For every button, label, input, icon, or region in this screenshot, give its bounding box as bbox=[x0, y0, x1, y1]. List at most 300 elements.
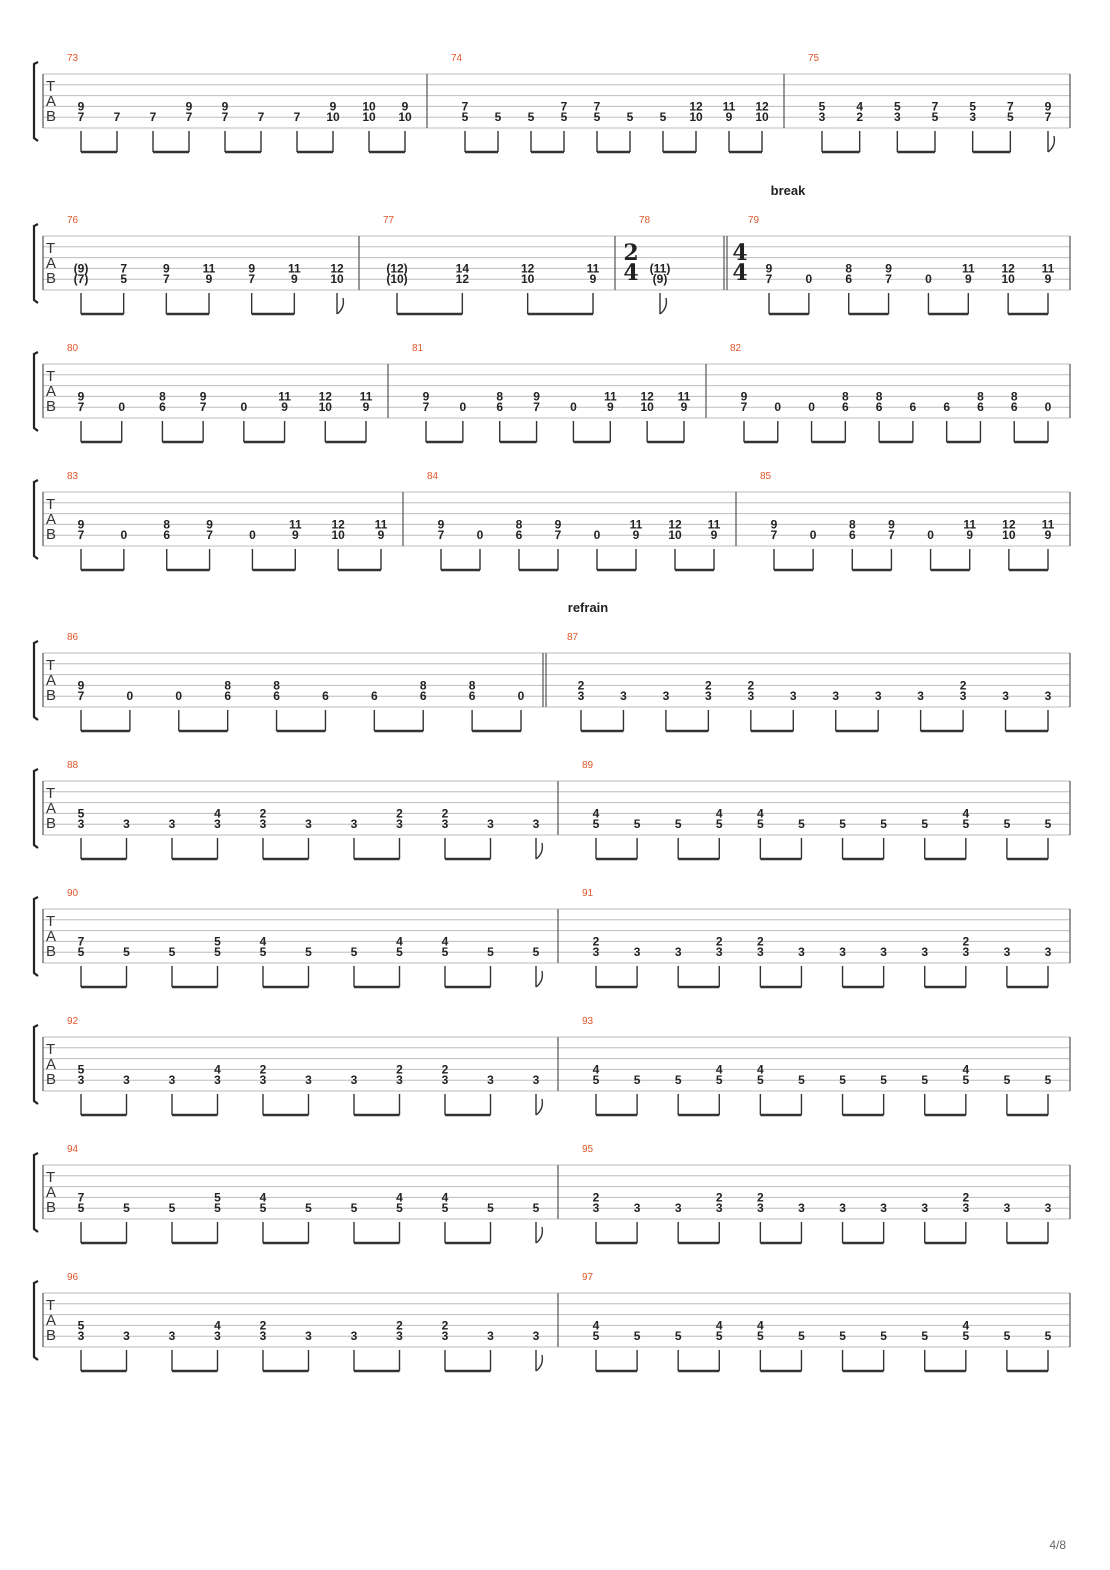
fret-number: 3 bbox=[168, 1073, 176, 1088]
measure-number: 88 bbox=[67, 760, 79, 771]
fret-number: 6 bbox=[159, 400, 166, 415]
fret-number: 5 bbox=[441, 945, 449, 960]
fret-number: 9 bbox=[1044, 528, 1052, 543]
fret-number: 9 bbox=[401, 99, 409, 114]
fret-number: 7 bbox=[740, 400, 748, 415]
fret-number: 5 bbox=[921, 817, 929, 832]
tab-clef-letter: B bbox=[46, 1199, 57, 1216]
fret-number: 7 bbox=[77, 528, 85, 543]
fret-number: 9 bbox=[77, 389, 85, 404]
fret-number: 3 bbox=[757, 945, 764, 960]
fret-number: 3 bbox=[123, 1073, 130, 1088]
tab-clef-letter: B bbox=[46, 1327, 57, 1344]
fret-number: 3 bbox=[532, 1073, 540, 1088]
tab-clef-letter: T bbox=[46, 657, 56, 674]
fret-number: 7 bbox=[593, 99, 601, 114]
fret-number: 9 bbox=[77, 517, 85, 532]
fret-number: 5 bbox=[880, 1329, 887, 1344]
fret-number: (12) bbox=[386, 261, 408, 276]
fret-number: 5 bbox=[674, 1073, 682, 1088]
fret-number: 2 bbox=[757, 1190, 764, 1205]
fret-number: 5 bbox=[757, 817, 764, 832]
fret-number: 4 bbox=[757, 806, 764, 821]
fret-number: 9 bbox=[710, 528, 718, 543]
fret-number: 9 bbox=[437, 517, 445, 532]
fret-number: 3 bbox=[962, 945, 970, 960]
fret-number: 3 bbox=[441, 1329, 449, 1344]
fret-number: 12 bbox=[668, 517, 682, 532]
fret-number: 3 bbox=[487, 817, 494, 832]
fret-number: 12 bbox=[640, 389, 654, 404]
fret-number: 5 bbox=[839, 817, 846, 832]
fret-number: 3 bbox=[921, 945, 929, 960]
fret-number: 4 bbox=[962, 806, 970, 821]
fret-number: 3 bbox=[832, 689, 840, 704]
fret-number: 8 bbox=[468, 678, 476, 693]
fret-number: 3 bbox=[259, 817, 267, 832]
fret-number: 9 bbox=[680, 400, 688, 415]
fret-number: 3 bbox=[674, 1201, 682, 1216]
fret-number: 5 bbox=[396, 1201, 403, 1216]
fret-number: 9 bbox=[589, 272, 597, 287]
fret-number: 5 bbox=[214, 1201, 221, 1216]
fret-number: 7 bbox=[149, 110, 157, 125]
fret-number: 7 bbox=[77, 934, 85, 949]
fret-number: 8 bbox=[845, 261, 853, 276]
fret-number: 3 bbox=[123, 817, 130, 832]
measure-number: 75 bbox=[808, 53, 820, 64]
fret-number: 7 bbox=[554, 528, 562, 543]
fret-number: 7 bbox=[765, 272, 773, 287]
fret-number: 2 bbox=[259, 806, 267, 821]
fret-number: 3 bbox=[1003, 945, 1011, 960]
fret-number: 3 bbox=[633, 1201, 641, 1216]
tab-clef-letter: A bbox=[46, 511, 57, 528]
fret-number: 2 bbox=[592, 1190, 600, 1205]
fret-number: 3 bbox=[259, 1329, 267, 1344]
fret-number: 2 bbox=[577, 678, 585, 693]
fret-number: 5 bbox=[593, 110, 601, 125]
fret-number: 5 bbox=[168, 1201, 176, 1216]
fret-number: 3 bbox=[532, 1329, 540, 1344]
fret-number: 7 bbox=[770, 528, 778, 543]
fret-number: 6 bbox=[515, 528, 523, 543]
fret-number: 11 bbox=[278, 389, 291, 404]
fret-number: 3 bbox=[532, 817, 540, 832]
fret-number: 5 bbox=[305, 1201, 312, 1216]
fret-number: 12 bbox=[1002, 517, 1016, 532]
tab-clef-letter: A bbox=[46, 800, 57, 817]
fret-number: 3 bbox=[962, 1201, 970, 1216]
fret-number: 3 bbox=[839, 1201, 846, 1216]
system-bracket bbox=[34, 641, 38, 720]
fret-number: 3 bbox=[396, 817, 403, 832]
fret-number: 2 bbox=[441, 1062, 449, 1077]
fret-number: 4 bbox=[715, 806, 723, 821]
fret-number: 10 bbox=[668, 528, 682, 543]
fret-number: 7 bbox=[199, 400, 207, 415]
fret-number: 11 bbox=[963, 517, 977, 532]
fret-number: 8 bbox=[273, 678, 280, 693]
fret-number: (10) bbox=[386, 272, 408, 287]
fret-number: 9 bbox=[554, 517, 562, 532]
fret-number: 7 bbox=[120, 261, 128, 276]
note-flag bbox=[536, 1099, 542, 1115]
fret-number: 6 bbox=[163, 528, 171, 543]
note-flag bbox=[1048, 136, 1054, 152]
fret-number: 9 bbox=[162, 261, 170, 276]
fret-number: 3 bbox=[305, 817, 312, 832]
fret-number: 5 bbox=[123, 945, 130, 960]
fret-number: 5 bbox=[120, 272, 128, 287]
fret-number: 5 bbox=[1003, 1329, 1011, 1344]
fret-number: 6 bbox=[845, 272, 853, 287]
fret-number: 3 bbox=[592, 945, 600, 960]
fret-number: 4 bbox=[715, 1062, 723, 1077]
fret-number: 10 bbox=[318, 400, 332, 415]
fret-number: 5 bbox=[527, 110, 535, 125]
measure-number: 76 bbox=[67, 215, 79, 226]
fret-number: 5 bbox=[633, 1329, 641, 1344]
fret-number: 10 bbox=[362, 110, 376, 125]
fret-number: 6 bbox=[468, 689, 476, 704]
measure-number: 85 bbox=[760, 471, 772, 482]
fret-number: 7 bbox=[533, 400, 540, 415]
fret-number: 5 bbox=[494, 110, 502, 125]
fret-number: 5 bbox=[350, 1201, 358, 1216]
fret-number: 3 bbox=[259, 1073, 267, 1088]
fret-number: 14 bbox=[455, 261, 470, 276]
measure-number: 91 bbox=[582, 888, 594, 899]
measure-number: 89 bbox=[582, 760, 594, 771]
fret-number: 5 bbox=[461, 110, 469, 125]
tab-clef-letter: A bbox=[46, 255, 57, 272]
fret-number: 7 bbox=[162, 272, 170, 287]
fret-number: 9 bbox=[185, 99, 193, 114]
fret-number: 5 bbox=[798, 817, 805, 832]
tab-clef-letter: T bbox=[46, 1169, 56, 1186]
fret-number: 9 bbox=[606, 400, 614, 415]
fret-number: 9 bbox=[281, 400, 288, 415]
fret-number: 3 bbox=[1044, 945, 1052, 960]
fret-number: 8 bbox=[163, 517, 171, 532]
fret-number: 4 bbox=[441, 934, 449, 949]
measure-number: 86 bbox=[67, 632, 79, 643]
fret-number: 0 bbox=[120, 528, 128, 543]
fret-number: 3 bbox=[662, 689, 670, 704]
tab-clef-letter: T bbox=[46, 913, 56, 930]
fret-number: 11 bbox=[629, 517, 643, 532]
fret-number: 5 bbox=[626, 110, 634, 125]
fret-number: 9 bbox=[533, 389, 540, 404]
fret-number: 5 bbox=[259, 1201, 267, 1216]
fret-number: 6 bbox=[943, 400, 951, 415]
time-signature-denominator: 4 bbox=[732, 260, 748, 286]
fret-number: 5 bbox=[798, 1329, 805, 1344]
fret-number: 3 bbox=[969, 110, 977, 125]
measure-number: 92 bbox=[67, 1016, 79, 1027]
fret-number: 5 bbox=[560, 110, 568, 125]
measure-number: 80 bbox=[67, 343, 79, 354]
tab-clef-letter: A bbox=[46, 672, 57, 689]
fret-number: 5 bbox=[168, 945, 176, 960]
note-flag bbox=[536, 1355, 542, 1371]
tab-clef-letter: T bbox=[46, 1041, 56, 1058]
fret-number: 3 bbox=[757, 1201, 764, 1216]
fret-number: 11 bbox=[677, 389, 691, 404]
measure-number: 82 bbox=[730, 343, 742, 354]
fret-number: 0 bbox=[249, 528, 256, 543]
tab-clef-letter: B bbox=[46, 526, 57, 543]
fret-number: 9 bbox=[377, 528, 385, 543]
fret-number: 5 bbox=[893, 99, 901, 114]
system-bracket bbox=[34, 62, 38, 141]
note-flag bbox=[536, 843, 542, 859]
fret-number: 3 bbox=[1044, 1201, 1052, 1216]
note-flag bbox=[536, 971, 542, 987]
fret-number: 3 bbox=[305, 1329, 312, 1344]
fret-number: 8 bbox=[977, 389, 984, 404]
measure-number: 93 bbox=[582, 1016, 594, 1027]
fret-number: 5 bbox=[441, 1201, 449, 1216]
fret-number: 3 bbox=[880, 945, 887, 960]
tab-clef-letter: B bbox=[46, 687, 57, 704]
fret-number: 2 bbox=[592, 934, 600, 949]
fret-number: 5 bbox=[1003, 1073, 1011, 1088]
tab-clef-letter: T bbox=[46, 78, 56, 95]
fret-number: 10 bbox=[1001, 272, 1015, 287]
fret-number: 11 bbox=[374, 517, 388, 532]
note-flag bbox=[337, 298, 343, 314]
fret-number: 9 bbox=[290, 272, 298, 287]
fret-number: 3 bbox=[214, 1329, 221, 1344]
fret-number: 7 bbox=[461, 99, 469, 114]
fret-number: 3 bbox=[168, 1329, 176, 1344]
fret-number: 5 bbox=[674, 1329, 682, 1344]
measure-number: 83 bbox=[67, 471, 79, 482]
fret-number: 5 bbox=[77, 945, 85, 960]
fret-number: 3 bbox=[747, 689, 755, 704]
fret-number: 3 bbox=[577, 689, 585, 704]
measure-number: 95 bbox=[582, 1144, 594, 1155]
fret-number: (9) bbox=[73, 261, 89, 276]
fret-number: 5 bbox=[214, 1190, 221, 1205]
fret-number: 11 bbox=[288, 517, 302, 532]
fret-number: 6 bbox=[909, 400, 917, 415]
fret-number: 12 bbox=[318, 389, 332, 404]
fret-number: 9 bbox=[199, 389, 207, 404]
fret-number: 6 bbox=[322, 689, 329, 704]
fret-number: 5 bbox=[592, 817, 600, 832]
tab-clef-letter: T bbox=[46, 1297, 56, 1314]
fret-number: 4 bbox=[757, 1318, 764, 1333]
fret-number: 4 bbox=[757, 1062, 764, 1077]
fret-number: 5 bbox=[350, 945, 358, 960]
fret-number: 7 bbox=[293, 110, 301, 125]
fret-number: 2 bbox=[396, 1318, 403, 1333]
fret-number: 0 bbox=[570, 400, 577, 415]
fret-number: 2 bbox=[715, 1190, 723, 1205]
fret-number: 8 bbox=[224, 678, 232, 693]
fret-number: 10 bbox=[1002, 528, 1016, 543]
fret-number: 7 bbox=[257, 110, 265, 125]
fret-number: 3 bbox=[893, 110, 901, 125]
tab-clef-letter: A bbox=[46, 93, 57, 110]
fret-number: 5 bbox=[839, 1073, 846, 1088]
fret-number: 9 bbox=[205, 272, 213, 287]
system-bracket bbox=[34, 224, 38, 303]
fret-number: 3 bbox=[396, 1329, 403, 1344]
fret-number: 5 bbox=[1006, 110, 1014, 125]
fret-number: 5 bbox=[259, 945, 267, 960]
fret-number: 5 bbox=[931, 110, 939, 125]
system-bracket bbox=[34, 897, 38, 976]
fret-number: 3 bbox=[1044, 689, 1052, 704]
fret-number: 3 bbox=[487, 1329, 494, 1344]
fret-number: 4 bbox=[214, 1062, 221, 1077]
fret-number: 4 bbox=[396, 1190, 403, 1205]
measure-number: 90 bbox=[67, 888, 79, 899]
fret-number: 2 bbox=[396, 1062, 403, 1077]
fret-number: 5 bbox=[123, 1201, 130, 1216]
fret-number: 5 bbox=[487, 1201, 494, 1216]
fret-number: 0 bbox=[175, 689, 183, 704]
measure-number: 94 bbox=[67, 1144, 79, 1155]
fret-number: 5 bbox=[305, 945, 312, 960]
fret-number: 0 bbox=[805, 272, 813, 287]
tab-clef-letter: T bbox=[46, 785, 56, 802]
fret-number: 9 bbox=[362, 400, 370, 415]
fret-number: 4 bbox=[214, 1318, 221, 1333]
fret-number: 8 bbox=[875, 389, 883, 404]
fret-number: 7 bbox=[885, 272, 892, 287]
fret-number: 5 bbox=[715, 817, 723, 832]
fret-number: 7 bbox=[221, 110, 229, 125]
fret-number: 6 bbox=[875, 400, 883, 415]
fret-number: 8 bbox=[496, 389, 504, 404]
fret-number: 7 bbox=[888, 528, 895, 543]
fret-number: 8 bbox=[515, 517, 523, 532]
measure-number: 78 bbox=[639, 215, 651, 226]
fret-number: 10 bbox=[398, 110, 412, 125]
note-flag bbox=[536, 1227, 542, 1243]
fret-number: 0 bbox=[809, 528, 817, 543]
measure-number: 74 bbox=[451, 53, 463, 64]
fret-number: 3 bbox=[705, 689, 712, 704]
fret-number: 0 bbox=[808, 400, 815, 415]
fret-number: 5 bbox=[715, 1329, 723, 1344]
fret-number: 2 bbox=[396, 806, 403, 821]
fret-number: 0 bbox=[517, 689, 525, 704]
fret-number: 3 bbox=[396, 1073, 403, 1088]
fret-number: 12 bbox=[331, 517, 345, 532]
fret-number: 10 bbox=[755, 110, 769, 125]
fret-number: 8 bbox=[419, 678, 427, 693]
fret-number: 6 bbox=[419, 689, 427, 704]
fret-number: 9 bbox=[885, 261, 892, 276]
fret-number: 3 bbox=[921, 1201, 929, 1216]
fret-number: 5 bbox=[487, 945, 494, 960]
measure-number: 77 bbox=[383, 215, 395, 226]
fret-number: 0 bbox=[593, 528, 601, 543]
tab-clef-letter: A bbox=[46, 928, 57, 945]
fret-number: 2 bbox=[441, 806, 449, 821]
fret-number: 3 bbox=[168, 817, 176, 832]
fret-number: 3 bbox=[620, 689, 627, 704]
fret-number: 9 bbox=[1044, 99, 1052, 114]
fret-number: 0 bbox=[126, 689, 134, 704]
fret-number: 2 bbox=[856, 110, 864, 125]
fret-number: 0 bbox=[927, 528, 934, 543]
fret-number: 9 bbox=[1044, 272, 1052, 287]
fret-number: 5 bbox=[674, 817, 682, 832]
fret-number: 2 bbox=[705, 678, 712, 693]
system-bracket bbox=[34, 1025, 38, 1104]
fret-number: 10 bbox=[330, 272, 344, 287]
measure-number: 73 bbox=[67, 53, 79, 64]
fret-number: 5 bbox=[77, 1201, 85, 1216]
section-title: break bbox=[770, 183, 806, 198]
system-bracket bbox=[34, 480, 38, 559]
time-signature-numerator: 2 bbox=[623, 240, 639, 266]
fret-number: 8 bbox=[848, 517, 856, 532]
tab-clef-letter: T bbox=[46, 368, 56, 385]
fret-number: 3 bbox=[1003, 1201, 1011, 1216]
fret-number: 0 bbox=[925, 272, 932, 287]
fret-number: 3 bbox=[715, 1201, 723, 1216]
fret-number: 3 bbox=[441, 1073, 449, 1088]
tab-clef-letter: A bbox=[46, 1184, 57, 1201]
fret-number: 5 bbox=[1003, 817, 1011, 832]
system-bracket bbox=[34, 769, 38, 848]
fret-number: 9 bbox=[632, 528, 640, 543]
fret-number: 2 bbox=[962, 1190, 970, 1205]
tab-clef-letter: B bbox=[46, 270, 57, 287]
fret-number: 5 bbox=[396, 945, 403, 960]
fret-number: 11 bbox=[1041, 261, 1055, 276]
fret-number: 5 bbox=[592, 1073, 600, 1088]
fret-number: 6 bbox=[273, 689, 280, 704]
fret-number: 5 bbox=[962, 1329, 970, 1344]
tab-clef-letter: T bbox=[46, 240, 56, 257]
fret-number: 9 bbox=[77, 99, 85, 114]
fret-number: 3 bbox=[917, 689, 924, 704]
page-number: 4/8 bbox=[1049, 1538, 1066, 1552]
fret-number: 2 bbox=[757, 934, 764, 949]
fret-number: 11 bbox=[722, 99, 736, 114]
fret-number: 5 bbox=[214, 934, 221, 949]
fret-number: 10 bbox=[640, 400, 654, 415]
tab-clef-letter: A bbox=[46, 1312, 57, 1329]
fret-number: 11 bbox=[603, 389, 617, 404]
fret-number: 4 bbox=[592, 1318, 600, 1333]
fret-number: 7 bbox=[248, 272, 256, 287]
fret-number: 7 bbox=[113, 110, 121, 125]
fret-number: 9 bbox=[888, 517, 895, 532]
fret-number: 3 bbox=[798, 945, 805, 960]
fret-number: 12 bbox=[520, 261, 535, 276]
fret-number: 3 bbox=[350, 1073, 358, 1088]
fret-number: 10 bbox=[520, 272, 535, 287]
system-bracket bbox=[34, 352, 38, 431]
fret-number: 9 bbox=[966, 528, 974, 543]
fret-number: 5 bbox=[633, 1073, 641, 1088]
fret-number: 5 bbox=[839, 1329, 846, 1344]
fret-number: 12 bbox=[755, 99, 769, 114]
fret-number: 3 bbox=[441, 817, 449, 832]
fret-number: 10 bbox=[362, 99, 376, 114]
fret-number: 3 bbox=[305, 1073, 312, 1088]
